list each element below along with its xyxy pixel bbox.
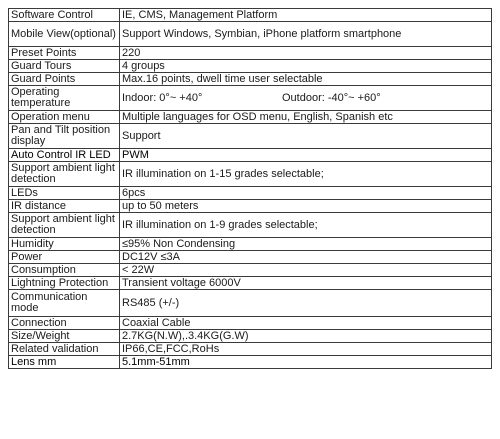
table-row	[9, 47, 492, 60]
spec-value	[120, 86, 492, 111]
spec-label: LEDs	[9, 187, 120, 200]
spec-value: 4 groups	[120, 60, 492, 73]
spec-label: Operation menu	[9, 111, 120, 124]
spec-label: Preset Points	[9, 47, 120, 60]
spec-value: Coaxial Cable	[120, 317, 492, 330]
spec-label: Lightning Protection	[9, 277, 120, 290]
table-row	[9, 317, 492, 330]
table-row	[9, 60, 492, 73]
spec-label: Mobile View(optional)	[9, 22, 120, 47]
spec-value: 6pcs	[120, 187, 492, 200]
spec-value: Max.16 points, dwell time user selectable	[120, 73, 492, 86]
spec-label: Software Control	[9, 9, 120, 22]
table-row	[9, 356, 492, 369]
spec-value: Support Windows, Symbian, iPhone platform smartphone	[120, 22, 492, 47]
temperature-values	[122, 93, 489, 104]
spec-value: IE, CMS, Management Platform	[120, 9, 492, 22]
table-row	[9, 73, 492, 86]
spec-label: Auto Control IR LED	[9, 149, 120, 162]
spec-value: RS485 (+/-)	[120, 290, 492, 317]
table-row	[9, 200, 492, 213]
spec-label: Support ambient light detection	[9, 162, 120, 187]
indoor-temperature: Indoor: 0°~ +40°	[122, 91, 203, 104]
spec-value: PWM	[120, 149, 492, 162]
table-row	[9, 343, 492, 356]
spec-table	[8, 8, 492, 369]
spec-label: Lens mm	[9, 356, 120, 369]
table-row	[9, 187, 492, 200]
spec-label: Related validation	[9, 343, 120, 356]
spec-label: Power	[9, 251, 120, 264]
table-row	[9, 330, 492, 343]
spec-value: up to 50 meters	[120, 200, 492, 213]
table-row	[9, 162, 492, 187]
spec-label: Pan and Tilt position display	[9, 124, 120, 149]
table-row	[9, 290, 492, 317]
spec-value: IP66,CE,FCC,RoHs	[120, 343, 492, 356]
spec-value: 5.1mm-51mm	[120, 356, 492, 369]
spec-value: Support	[120, 124, 492, 149]
spec-value: DC12V ≤3A	[120, 251, 492, 264]
spec-label: Connection	[9, 317, 120, 330]
spec-label: Operating temperature	[9, 86, 120, 111]
spec-value: 2.7KG(N.W),.3.4KG(G.W)	[120, 330, 492, 343]
spec-value: ≤95% Non Condensing	[120, 238, 492, 251]
table-row	[9, 238, 492, 251]
table-row	[9, 111, 492, 124]
outdoor-temperature: Outdoor: -40°~ +60°	[282, 91, 381, 104]
table-row	[9, 86, 492, 111]
spec-label: Consumption	[9, 264, 120, 277]
table-row	[9, 213, 492, 238]
spec-value: IR illumination on 1-15 grades selectable;	[120, 162, 492, 187]
spec-label: Guard Tours	[9, 60, 120, 73]
spec-value: Multiple languages for OSD menu, English, Spanish etc	[120, 111, 492, 124]
table-row	[9, 9, 492, 22]
spec-label: Communication mode	[9, 290, 120, 317]
table-row	[9, 251, 492, 264]
spec-value: Transient voltage 6000V	[120, 277, 492, 290]
spec-label: Guard Points	[9, 73, 120, 86]
spec-value: < 22W	[120, 264, 492, 277]
spec-value: 220	[120, 47, 492, 60]
table-row	[9, 277, 492, 290]
spec-label: Size/Weight	[9, 330, 120, 343]
table-row	[9, 124, 492, 149]
table-row	[9, 264, 492, 277]
spec-label: Support ambient light detection	[9, 213, 120, 238]
spec-value: IR illumination on 1-9 grades selectable;	[120, 213, 492, 238]
spec-label: IR distance	[9, 200, 120, 213]
spec-label: Humidity	[9, 238, 120, 251]
table-row	[9, 22, 492, 47]
table-row	[9, 149, 492, 162]
